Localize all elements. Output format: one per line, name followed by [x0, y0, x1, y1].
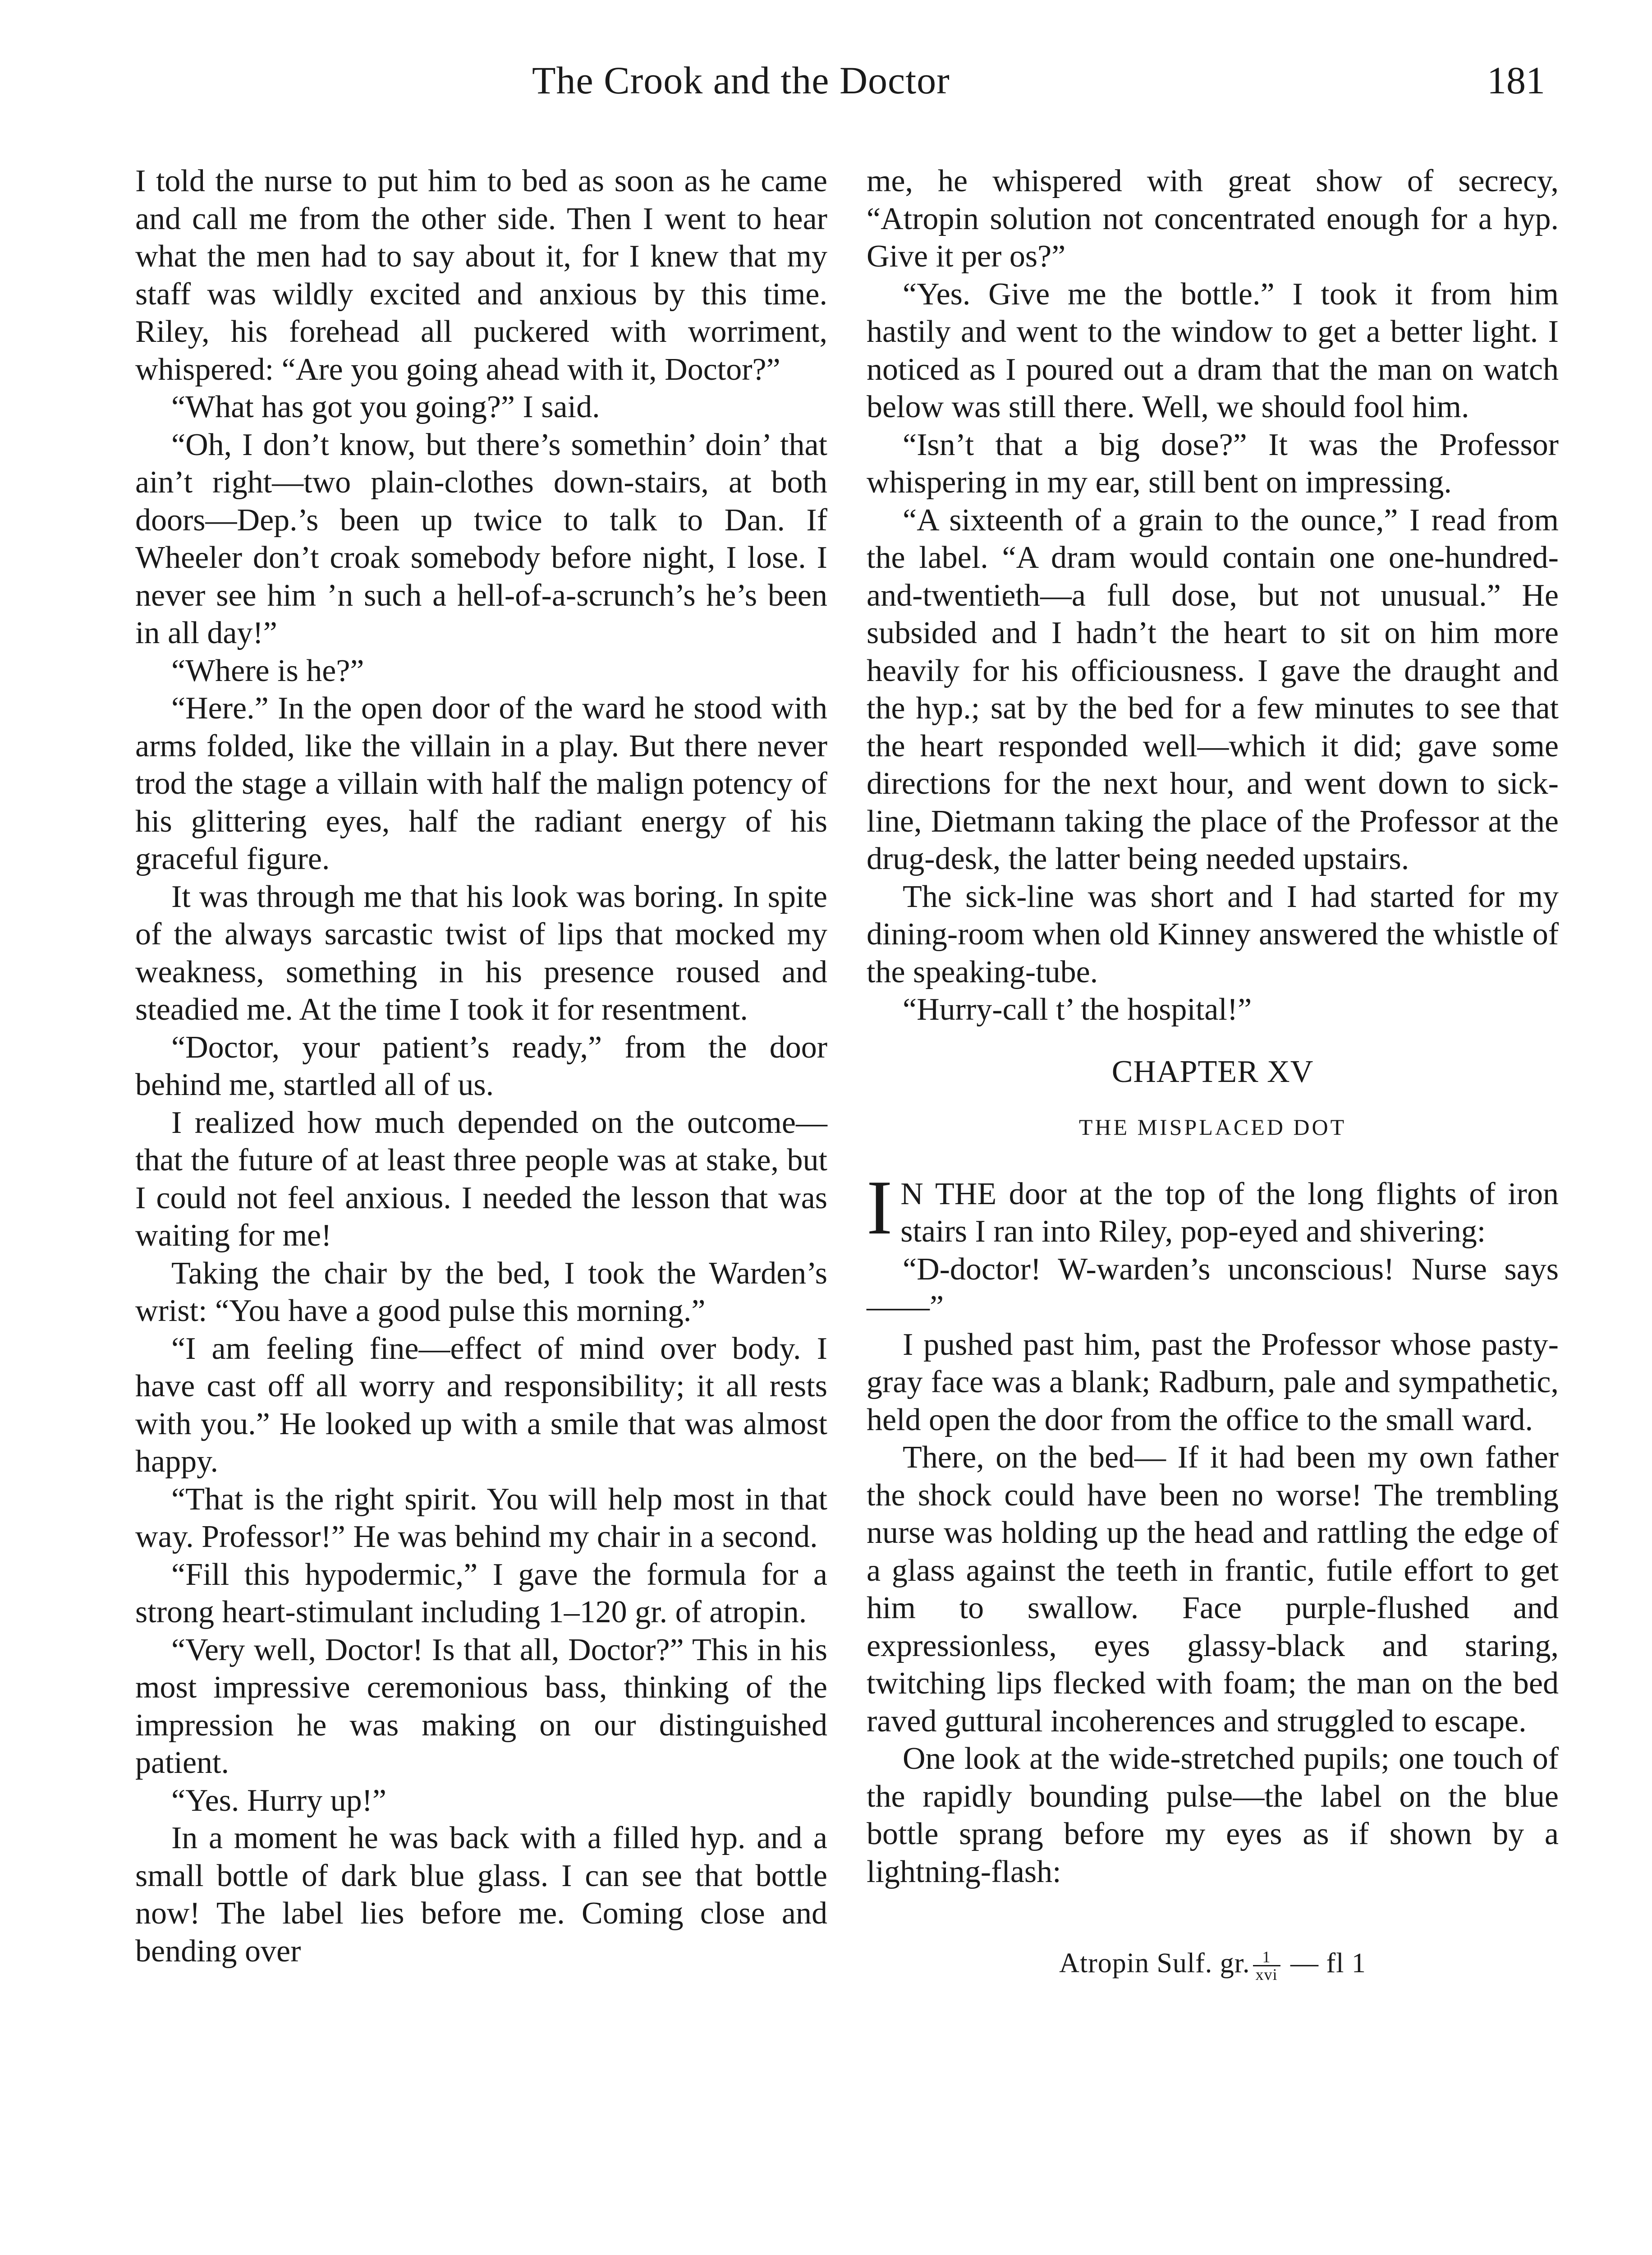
- paragraph: “What has got you going?” I said.: [171, 390, 600, 424]
- paragraph: I told the nurse to put him to bed as soon as he came and call me from the other side. Then I went to hear what the men had to say about it, for I knew that my staff was wildly excited and anxious by this time. Riley, his forehead all puckered with worriment, whispered: “Are you going ahead with it, Doctor?”: [135, 164, 827, 387]
- paragraph: Taking the chair by the bed, I took the Warden’s wrist: “You have a good pulse this morning.”: [135, 1256, 827, 1328]
- paragraph: “Yes. Hurry up!”: [171, 1783, 386, 1818]
- paragraph: “Very well, Doctor! Is that all, Doctor?” This in his most impressive ceremonious bass, thinking of the impression he was making on our distinguished patient.: [135, 1632, 827, 1780]
- opening-text: N THE door at the top of the long flights of iron stairs I ran into Riley, pop-eyed and shivering:: [900, 1176, 1559, 1249]
- paragraph: “Where is he?”: [171, 653, 364, 688]
- chapter-opening-paragraph: [867, 1164, 1559, 1251]
- bottle-label-formula: [867, 1945, 1559, 1983]
- paragraph: “Here.” In the open door of the ward he stood with arms folded, like the villain in a play. But there never trod the stage a villain with half the malign potency of his glittering eyes, half the radiant energy of his graceful figure.: [135, 691, 827, 876]
- paragraph: “A sixteenth of a grain to the ounce,” I read from the label. “A dram would contain one one-hundred-and-twentieth—a full dose, but not unusual.” He subsided and I hadn’t the heart to sit on him more heavily for his officiousness. I gave the draught and the hyp.; sat by the bed for a few minutes to see that the heart responded well—which it did; gave some directions for the next hour, and went down to sick-line, Dietmann taking the place of the Professor at the drug-desk, the latter being needed upstairs.: [867, 502, 1559, 876]
- paragraph: I realized how much depended on the outcome—that the future of at least three people was at stake, but I could not feel anxious. I needed the lesson that was waiting for me!: [135, 1105, 827, 1253]
- running-title: The Crook and the Doctor: [532, 59, 950, 102]
- formula-numerator: 1: [1253, 1949, 1280, 1966]
- paragraph: “I am feeling fine—effect of mind over body. I have cast off all worry and responsibility; it all rests with you.” He looked up with a smile that was almost happy.: [135, 1331, 827, 1479]
- paragraph: “Fill this hypodermic,” I gave the formula for a strong heart-stimulant including 1–120 gr. of atropin.: [135, 1557, 827, 1629]
- left-column: [135, 162, 827, 1970]
- page-number: 181: [1487, 59, 1545, 102]
- paragraph: “Oh, I don’t know, but there’s somethin’ doin’ that ain’t right—two plain-clothes down-stairs, at both doors—Dep.’s been up twice to talk to Dan. If Wheeler don’t croak somebody before night, I lose. I never see him ’n such a hell-of-a-scrunch’s he’s been in all day!”: [135, 427, 827, 650]
- paragraph: It was through me that his look was boring. In spite of the always sarcastic twist of lips that mocked my weakness, something in his presence roused and steadied me. At the time I took it for resentment.: [135, 879, 827, 1027]
- paragraph: There, on the bed— If it had been my own father the shock could have been no worse! The trembling nurse was holding up the head and rattling the edge of a glass against the teeth in frantic, futile effort to get him to swallow. Face purple-flushed and expressionless, eyes glassy-black and staring, twitching lips flecked with foam; the man on the bed raved guttural incoherences and struggled to escape.: [867, 1440, 1559, 1739]
- paragraph: I pushed past him, past the Professor whose pasty-gray face was a blank; Radburn, pale and sympathetic, held open the door from the office to the small ward.: [867, 1327, 1559, 1437]
- dropcap-letter: I: [867, 1164, 893, 1251]
- right-column: [867, 162, 1559, 1983]
- paragraph: One look at the wide-stretched pupils; one touch of the rapidly bounding pulse—the label on the blue bottle sprang before my eyes as if shown by a lightning-flash:: [867, 1741, 1559, 1889]
- formula-prefix: Atropin Sulf. gr.: [1059, 1948, 1250, 1979]
- paragraph: “D-doctor! W-warden’s unconscious! Nurse says——”: [867, 1252, 1559, 1324]
- paragraph: “Doctor, your patient’s ready,” from the door behind me, startled all of us.: [135, 1030, 827, 1102]
- paragraph: In a moment he was back with a filled hyp. and a small bottle of dark blue glass. I can see that bottle now! The label lies before me. Coming close and bending over: [135, 1821, 827, 1969]
- chapter-subtitle: THE MISPLACED DOT: [1078, 1114, 1347, 1140]
- paragraph: “Isn’t that a big dose?” It was the Professor whispering in my ear, still bent on impressing.: [867, 427, 1559, 500]
- paragraph: “That is the right spirit. You will help most in that way. Professor!” He was behind my chair in a second.: [135, 1482, 827, 1554]
- paragraph: The sick-line was short and I had started for my dining-room when old Kinney answered the whistle of the speaking-tube.: [867, 879, 1559, 989]
- formula-fraction: [1253, 1949, 1280, 1983]
- paragraph: “Hurry-call t’ the hospital!”: [903, 992, 1252, 1027]
- paragraph: “Yes. Give me the bottle.” I took it from him hastily and went to the window to get a better light. I noticed as I poured out a dram that the man on watch below was still there. Well, we should fool him.: [867, 276, 1559, 424]
- chapter-heading: CHAPTER XV: [1111, 1054, 1314, 1089]
- formula-denominator: xvi: [1255, 1965, 1278, 1984]
- formula-suffix: — fl 1: [1290, 1948, 1366, 1979]
- paragraph: me, he whispered with great show of secrecy, “Atropin solution not concentrated enough for a hyp. Give it per os?”: [867, 164, 1559, 274]
